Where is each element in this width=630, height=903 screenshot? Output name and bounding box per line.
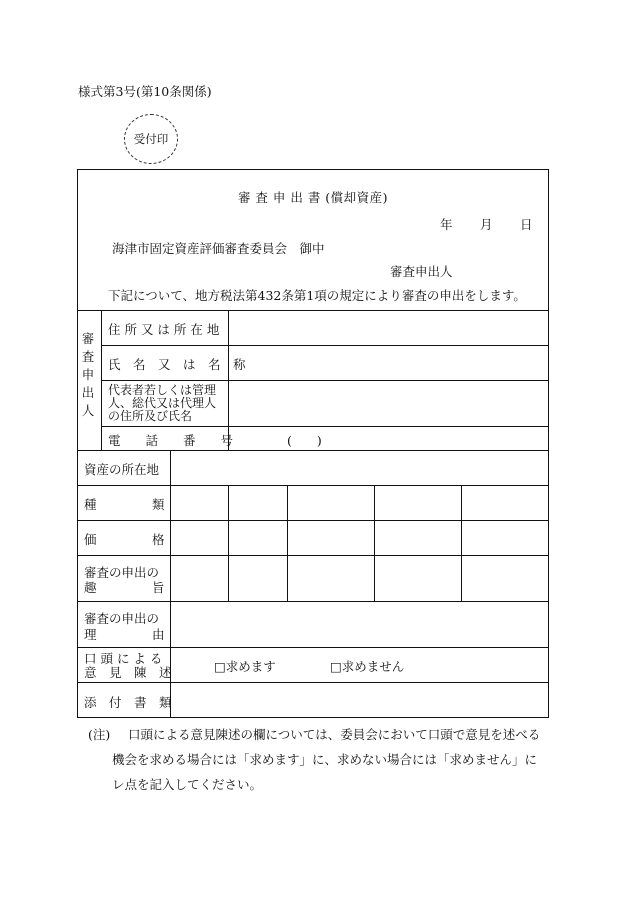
divider: [77, 485, 549, 486]
divider: [228, 310, 229, 450]
date-day: 日: [520, 217, 533, 232]
address-label: 住 所 又 は 所 在 地: [108, 322, 220, 337]
divider: [101, 426, 549, 427]
date-month: 月: [480, 217, 493, 232]
oral-opinion-label: 口 頭 に よ る 意 見 陳 述: [84, 651, 172, 680]
divider: [101, 310, 102, 450]
divider: [77, 682, 549, 683]
attachments-label: 添 付 書 類: [84, 695, 172, 710]
divider: [374, 485, 375, 601]
kind-label-1: 種: [84, 497, 97, 512]
divider: [77, 450, 549, 451]
representative-label: 代表者若しくは管理 人、総代又は代理人 の住所及び氏名: [108, 383, 217, 423]
divider: [101, 380, 549, 381]
reason-label: 審査の申出の: [84, 611, 160, 626]
note-prefix: (注): [88, 727, 111, 742]
form-number: 様式第3号(第10条関係): [78, 84, 212, 99]
addressee: 海津市固定資産評価審査委員会 御中: [112, 241, 325, 256]
phone-label: 電 話 番 号: [108, 433, 234, 448]
purpose-label-3: 旨: [152, 580, 165, 595]
oral-no-checkbox[interactable]: □求めません: [330, 659, 405, 674]
reason-label-3: 由: [152, 627, 165, 642]
applicant-group-label: 審 査 申 出 人: [81, 331, 95, 418]
divider: [228, 485, 229, 601]
price-label-1: 価: [84, 532, 97, 547]
note-line: 口頭による意見陳述の欄については、委員会において口頭で意見を述べる: [128, 727, 541, 742]
divider: [77, 520, 549, 521]
kind-label-2: 類: [152, 497, 165, 512]
declaration-text: 下記について、地方税法第432条第1項の規定により審査の申出をします。: [108, 288, 526, 303]
form-title: 審 査 申 出 書 (償却資産): [237, 190, 389, 205]
divider: [461, 485, 462, 601]
divider: [77, 647, 549, 648]
oral-yes-checkbox[interactable]: □求めます: [214, 659, 276, 674]
divider: [101, 345, 549, 346]
reason-label-2: 理: [84, 627, 97, 642]
reception-stamp: [124, 114, 178, 164]
divider: [77, 601, 549, 602]
asset-location-label: 資産の所在地: [84, 462, 160, 477]
divider: [287, 485, 288, 601]
purpose-label: 審査の申出の: [84, 565, 160, 580]
purpose-label-2: 趣: [84, 580, 97, 595]
note-line: 機会を求める場合には「求めます」に、求めない場合には「求めません」に: [112, 752, 538, 767]
date-year: 年: [440, 217, 453, 232]
stamp-label: 受付印: [133, 132, 169, 146]
divider: [77, 555, 549, 556]
phone-parens: ( ): [287, 433, 322, 448]
note-line: レ点を記入してください。: [112, 777, 263, 792]
divider: [77, 310, 549, 311]
name-label: 氏 名 又 は 名 称: [108, 357, 246, 372]
applicant-label: 審査申出人: [390, 264, 453, 279]
price-label-2: 格: [152, 532, 165, 547]
